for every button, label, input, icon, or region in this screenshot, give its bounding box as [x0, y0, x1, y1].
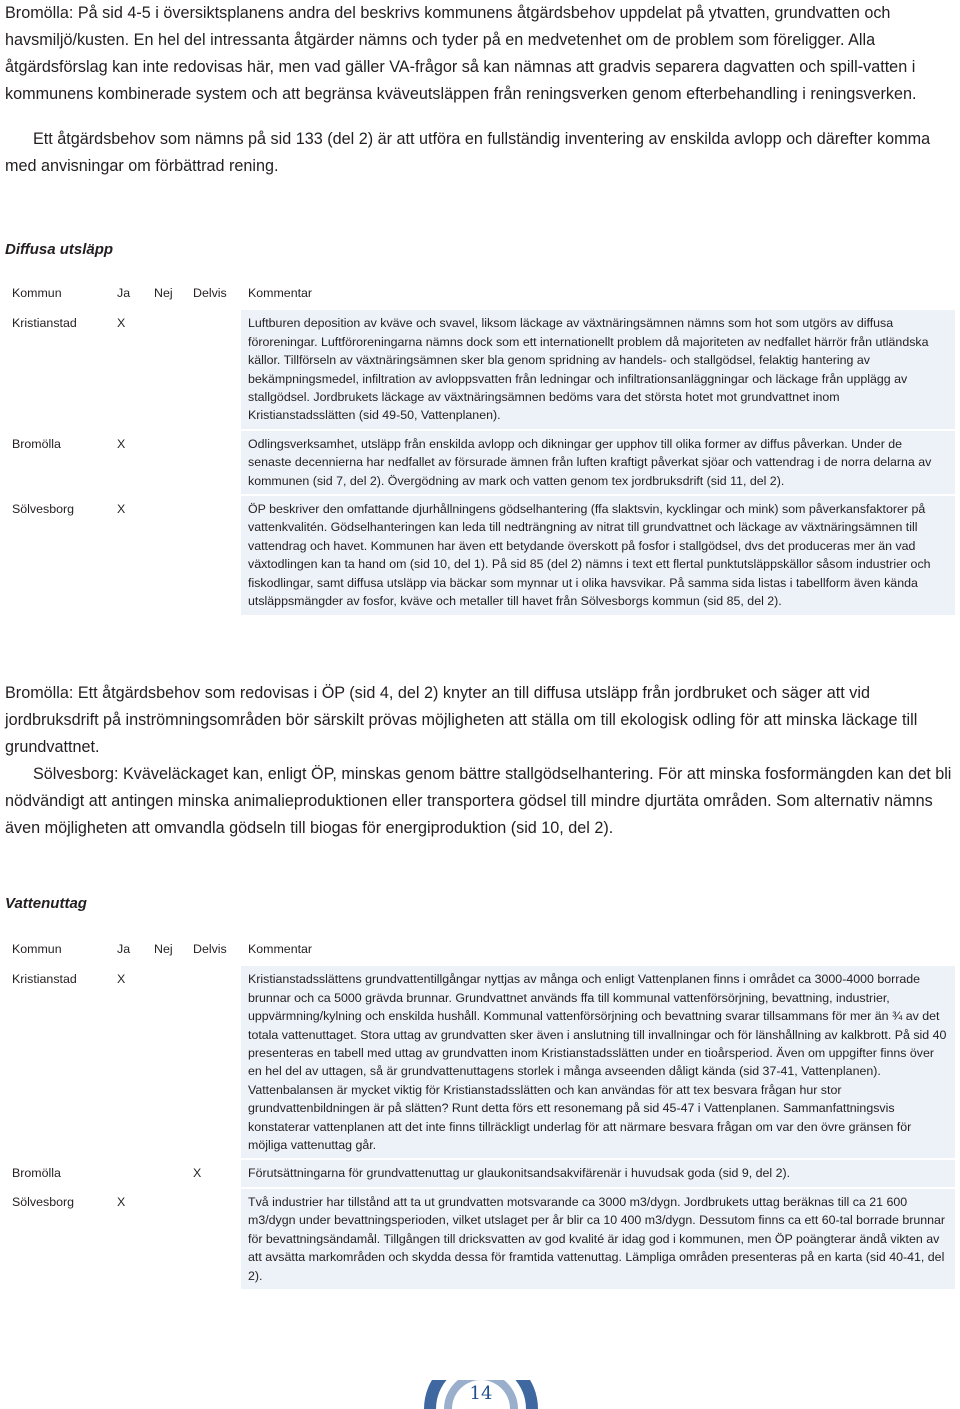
row-kommun: Bromölla: [5, 431, 110, 494]
col-nej: Nej: [154, 286, 173, 300]
table-row: [5, 966, 955, 1158]
row-kommun: Sölvesborg: [5, 496, 110, 614]
row-nej: [147, 310, 186, 428]
row-ja: X: [110, 310, 147, 428]
row-kommentar: ÖP beskriver den omfattande djurhållningens gödselhantering (ffa slaktsvin, kycklingar och mink) som påverkansfaktorer på vattenkvalitén. Gödselhanteringen kan leda till nedträngning av nitrat till grundvattnet och läckage av växtnäringsämnen till vattendrag och havet. Kommunen har även ett betydande överskott på fosfor i stallgödsel, dvs det produceras mer än vad växtodlingen kan ta hand om (sid 10, del 1). På sid 85 (del 2) nämns i text ett flertal punktutsläppskällor såsom industrier och fiskodlingar, samt diffusa utsläpp via bäckar som mynnar ut i olika havsvikar. På samma sida listas i tabellform även kända utsläppsmängder av fosfor, kväve och metaller till havet från Sölvesborgs kommun (sid 85, del 2).: [241, 496, 955, 614]
row-kommun: Bromölla: [5, 1160, 110, 1186]
intro-paragraph-bromolla: Bromölla: På sid 4-5 i översiktsplanens andra del beskrivs kommunens åtgärdsbehov uppdelat på ytvatten, grundvatten och havsmiljö/kusten. En hel del intressanta åtgärder nämns och tyder på en medvetenhet om de problem som föreligger. Alla åtgärdsförslag kan inte redovisas här, men vad gäller VA-frågor så kan nämnas att gradvis separera dagvatten och spill-vatten i kommunens kombinerade system och att begränsa kväveutsläppen från reningsverken genom efterbehandling i reningsverken.: [5, 4, 917, 103]
vattenuttag-table: [5, 934, 955, 1291]
row-nej: [147, 1160, 186, 1186]
table-row: [5, 1160, 955, 1186]
col-kommentar: Kommentar: [248, 942, 313, 956]
page-number: 14: [469, 1383, 493, 1404]
col-delvis: Delvis: [193, 942, 227, 956]
col-nej: Nej: [154, 942, 173, 956]
row-delvis: [186, 431, 241, 494]
col-kommun: Kommun: [12, 286, 62, 300]
col-delvis: Delvis: [193, 286, 227, 300]
row-kommentar: Förutsättningarna för grundvattenuttag ur glaukonitsandsakvifärenär i huvudsak goda (sid 9, del 2).: [241, 1160, 955, 1186]
row-nej: [147, 496, 186, 614]
row-ja: X: [110, 1189, 147, 1289]
col-kommentar: Kommentar: [248, 286, 313, 300]
row-nej: [147, 1189, 186, 1289]
row-kommentar: Odlingsverksamhet, utsläpp från enskilda avlopp och dikningar ger upphov till olika former av diffus påverkan. Under de senaste decennierna har nedfallet av försurade ämnen från luften kraftigt påverkat sjöar och vattendrag i de norra delarna av kommunen (sid 7, del 2). Övergödning av mark och vatten genom tex jordbruksdrift (sid 11, del 2).: [241, 431, 955, 494]
col-kommun: Kommun: [12, 942, 62, 956]
row-kommentar: Luftburen deposition av kväve och svavel, liksom läckage av växtnäringsämnen nämns som hot som utgörs av diffusa föroreningar. Luftföroreningarna nämns dock som ett internationellt problem då majoriteten av nedfallet härrör från utländska källor. Tillförseln av växtnäringsämnen sker bla genom spridning av handels- och stallgödsel, felaktig hantering av bekämpningsmedel, infiltration av avloppsvatten från ledningar och infiltrationsanläggningar och läckage från upplägg av stallgödsel. Jordbrukets läckage av växtnäringsämnen bedöms vara det största hotet mot grundvattnet inom Kristianstadsslätten (sid 49-50, Vattenplanen).: [241, 310, 955, 428]
table-row: [5, 1189, 955, 1289]
row-ja: X: [110, 966, 147, 1158]
row-ja: X: [110, 496, 147, 614]
row-ja: [110, 1160, 147, 1186]
middle-paragraph-bromolla: Bromölla: Ett åtgärdsbehov som redovisas i ÖP (sid 4, del 2) knyter an till diffusa utsläpp från jordbruket och säger att vid jordbruksdrift på inströmningsområden bör särskilt prövas möjligheten att ställa om till ekologisk odling för att minska läckage till grundvattnet.: [5, 684, 918, 756]
row-ja: X: [110, 431, 147, 494]
row-delvis: X: [186, 1160, 241, 1186]
row-delvis: [186, 310, 241, 428]
table-header-row: [5, 936, 955, 964]
row-kommentar: Kristianstadsslättens grundvattentillgångar nyttjas av många och enligt Vattenplanen finns i området ca 3000-4000 borrade brunnar och ca 5000 grävda brunnar. Grundvattnet används ffa till kommunal vattenförsörjning, bevattning, industrier, uppvärmning/kylning och enskilda hushåll. Kommunal vattenförsörjning och bevattning svarar tillsammans för mer än ¾ av det totala vattenuttaget. Stora uttag av grundvatten sker även i anslutning till invallningar och för länshållning av kalkbrott. På sid 40 presenteras en tabell med uttag av grundvatten inom Kristianstadsslätten under en tioårsperiod. Även om uppgifter finns över en hel del av uttagen, så är grundvattenuttagens storlek i många avseenden dåligt kända (sid 37-41, Vattenplanen). Vattenbalansen är mycket viktig för Kristianstadsslätten och kan användas för att tex besvara frågan hur stor grundvattenbildningen är på slätten? Runt detta förs ett resonemang på sid 45-47 i Vattenplanen. Sammanfattningsvis konstaterar vattenplanen att det inte finns tillräckligt underlag för att närmare besvara frågan om var den övre gränsen för möjliga vattenuttag går.: [241, 966, 955, 1158]
row-kommun: Kristianstad: [5, 966, 110, 1158]
col-ja: Ja: [117, 286, 131, 300]
row-delvis: [186, 496, 241, 614]
section-title-vattenuttag: Vattenuttag: [5, 895, 87, 912]
row-kommun: Kristianstad: [5, 310, 110, 428]
row-nej: [147, 966, 186, 1158]
col-ja: Ja: [117, 942, 131, 956]
table-row: [5, 310, 955, 428]
row-kommentar: Två industrier har tillstånd att ta ut grundvatten motsvarande ca 3000 m3/dygn. Jordbrukets uttag beräknas till ca 21 600 m3/dygn under bevattningsperioden, vilket utslaget per år blir ca 10 400 m3/dygn. Dessutom finns ca ett 60-tal borrade brunnar för bevattningsändamål. Tillgången till dricksvatten av god kvalité är idag god i kommunen, men ÖP poängterar ändå vikten av att avsätta markområden och skydda dessa för framtida vattenuttag. Lämpliga områden presenteras på en karta (sid 40-41, del 2).: [241, 1189, 955, 1289]
row-delvis: [186, 966, 241, 1158]
table-row: [5, 431, 955, 494]
diffusa-table: [5, 278, 955, 617]
table-header-row: [5, 280, 955, 308]
row-nej: [147, 431, 186, 494]
intro-paragraph-atgardsbehov: Ett åtgärdsbehov som nämns på sid 133 (del 2) är att utföra en fullständig inventering av enskilda avlopp och därefter komma med anvisningar om förbättrad rening.: [5, 130, 931, 175]
table-row: [5, 496, 955, 614]
section-title-diffusa: Diffusa utsläpp: [5, 241, 114, 258]
row-kommun: Sölvesborg: [5, 1189, 110, 1289]
row-delvis: [186, 1189, 241, 1289]
middle-paragraph-solvesborg: Sölvesborg: Kväveläckaget kan, enligt ÖP, minskas genom bättre stallgödselhantering. För att minska fosformängden kan det bli nödvändigt att antingen minska animalieproduktionen eller transportera gödsel till mindre djurtäta områden. Som alternativ nämns även möjligheten att omvandla gödseln till biogas för energiproduktion (sid 10, del 2).: [5, 765, 952, 837]
